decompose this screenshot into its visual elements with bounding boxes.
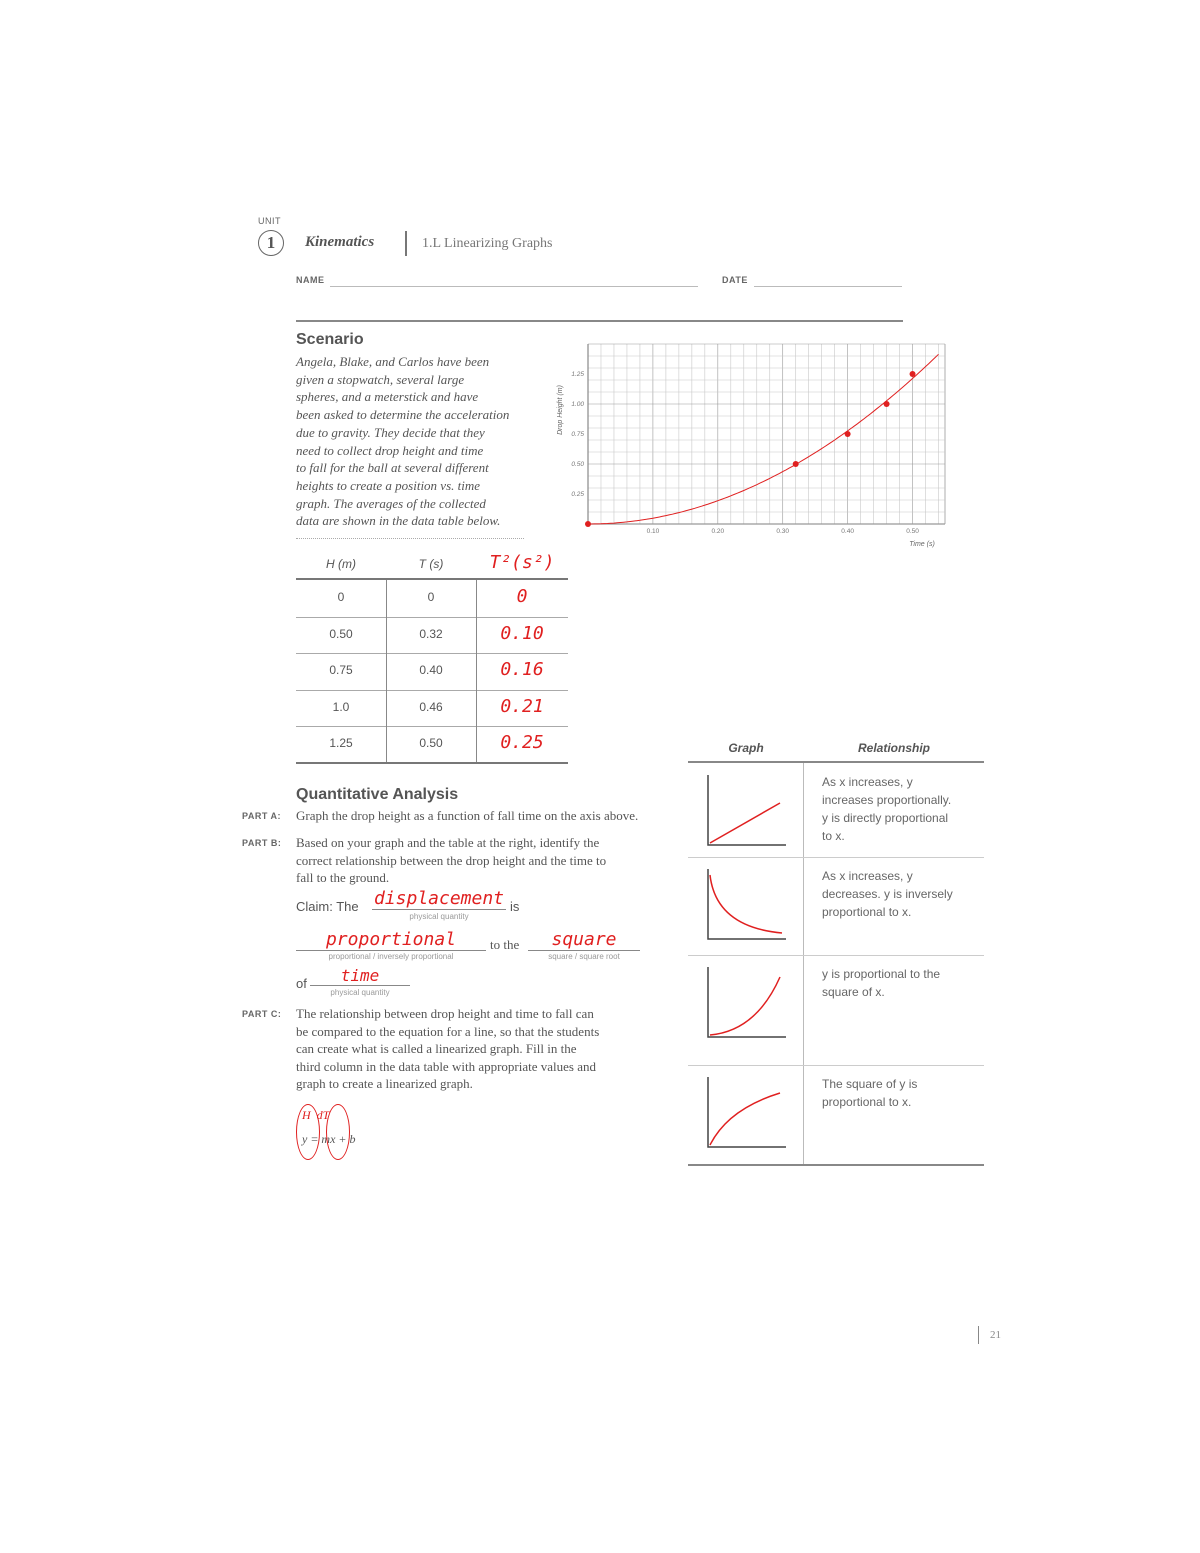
name-field[interactable] (330, 286, 698, 287)
claim-answer-2[interactable]: proportional (296, 929, 486, 951)
table-row-rule (296, 617, 568, 618)
relationship-text (822, 773, 982, 845)
part-a-text: Graph the drop height as a function of fall time on the axis above. (296, 808, 639, 823)
header-divider (405, 231, 407, 256)
relationship-text-line: square of x. (822, 985, 885, 999)
lesson-title: 1.L Linearizing Graphs (422, 236, 553, 251)
part-b-line: correct relationship between the drop height and the time to (296, 852, 607, 868)
table-row-rule (296, 653, 568, 654)
mini-axes (708, 967, 786, 1037)
relationship-graph-inverse (704, 867, 794, 947)
y-axis-label: Drop Height (m) (557, 385, 564, 435)
table-cell-t: 0.40 (419, 663, 443, 677)
unit-label: UNIT (258, 216, 281, 226)
chart-grid (588, 344, 945, 524)
table-cell-t-squared[interactable]: 0.10 (500, 622, 544, 644)
data-point (793, 461, 799, 467)
scenario-line: need to collect drop height and time (296, 442, 484, 458)
x-tick-label: 0.10 (646, 528, 660, 535)
table-cell-h: 0.50 (329, 626, 353, 641)
table-header-h: H (m) (326, 557, 356, 571)
relationship-text-line: increases proportionally. (822, 793, 952, 807)
scenario-line: been asked to determine the acceleration (296, 407, 510, 423)
part-b-text (296, 834, 676, 887)
claim-to-the: to the (490, 937, 520, 952)
page-number: 21 (990, 1329, 1001, 1341)
part-c-text (296, 1005, 676, 1093)
relationship-bottom-rule (688, 1164, 984, 1166)
mini-curve (710, 977, 780, 1035)
relationship-text (822, 1075, 982, 1111)
relationship-row-rule (688, 857, 984, 858)
part-b-line: fall to the ground. (296, 870, 390, 885)
equation-bottom: y = mx + b (302, 1132, 356, 1146)
scenario-line: Angela, Blake, and Carlos have been (296, 354, 490, 369)
claim-answer-4[interactable]: time (310, 966, 410, 986)
data-table (296, 552, 568, 764)
circle-y-annotation (296, 1104, 320, 1160)
relationship-text (822, 965, 982, 1001)
x-tick-label: 0.40 (841, 528, 854, 535)
mini-curve (710, 875, 782, 933)
relationship-row-rule (688, 1065, 984, 1066)
x-tick-label: 0.50 (906, 528, 919, 535)
table-cell-h: 0.75 (329, 663, 353, 677)
x-axis-label: Time (s) (909, 541, 935, 548)
data-point (845, 431, 851, 437)
relationship-text-line: y is directly proportional (822, 811, 949, 825)
scenario-line: heights to create a position vs. time (296, 477, 481, 493)
claim-answer-1[interactable]: displacement (373, 888, 505, 909)
relationship-graph-square (704, 965, 794, 1045)
table-col-divider-1 (386, 580, 387, 764)
analysis-title: Quantitative Analysis (296, 786, 459, 803)
claim-answer-3[interactable]: square (528, 929, 640, 951)
section-rule (296, 320, 903, 322)
relationship-text-line: proportional to x. (822, 905, 912, 919)
relationship-text-line: As x increases, y (822, 775, 913, 789)
relationship-col-divider (803, 763, 804, 1165)
mini-axes (708, 775, 786, 845)
scenario-line: data are shown in the data table below. (296, 513, 501, 529)
y-tick-label: 1.00 (571, 401, 584, 408)
table-cell-t: 0.32 (419, 626, 443, 641)
table-row-rule (296, 690, 568, 691)
table-cell-t-squared[interactable]: 0.25 (500, 732, 544, 753)
part-b-line: Based on your graph and the table at the right, identify the (296, 835, 600, 850)
equation-top: H dT (302, 1108, 330, 1122)
relationship-text (822, 867, 982, 921)
data-point (910, 371, 916, 377)
table-cell-t-squared[interactable]: 0 (516, 586, 528, 607)
table-row-rule (296, 726, 568, 727)
y-tick-label: 0.50 (571, 461, 584, 468)
scenario-line: given a stopwatch, several large (296, 371, 465, 387)
date-field[interactable] (754, 286, 902, 287)
part-c-line: be compared to the equation for a line, so that the students (296, 1023, 600, 1039)
equation-block (296, 1104, 376, 1160)
table-header-t: T (s) (418, 557, 444, 571)
data-points (585, 371, 916, 527)
relationship-header-relationship: Relationship (857, 741, 930, 755)
mini-axes (708, 1077, 786, 1147)
table-cell-t: 0 (427, 590, 435, 604)
relationship-graph-sqrt (704, 1075, 794, 1155)
data-point (585, 521, 591, 527)
unit-number-badge (258, 230, 284, 256)
part-b-label: PART B: (242, 838, 282, 848)
table-cell-t: 0.50 (419, 736, 443, 750)
relationship-text-line: proportional to x. (822, 1095, 912, 1109)
part-c-line: third column in the data table with appropriate values and (296, 1058, 596, 1074)
table-col-divider-2 (476, 580, 477, 764)
y-tick-label: 0.25 (571, 491, 584, 498)
relationship-text-line: y is proportional to the (822, 967, 941, 981)
relationship-text-line: The square of y is (822, 1077, 918, 1091)
data-point (884, 401, 890, 407)
part-c-line: can create what is called a linearized graph. Fill in the (296, 1041, 577, 1056)
scenario-line: spheres, and a meterstick and have (296, 389, 479, 405)
claim-hint-1: physical quantity (409, 912, 469, 921)
unit-number: 1 (266, 233, 276, 252)
scenario-line: due to gravity. They decide that they (296, 424, 485, 440)
scenario-dotted-rule (296, 538, 524, 539)
table-cell-t-squared[interactable]: 0.16 (500, 659, 544, 680)
table-cell-h: 1.0 (332, 699, 350, 714)
relationship-text-line: decreases. y is inversely (822, 887, 953, 901)
part-a-label: PART A: (242, 811, 281, 821)
drop-height-chart[interactable] (550, 340, 950, 550)
scenario-text (296, 353, 536, 530)
x-tick-label: 0.20 (711, 528, 725, 535)
footer-divider (978, 1326, 979, 1344)
relationship-row-rule (688, 955, 984, 956)
relationship-graph-linear (704, 773, 794, 853)
relationship-table (688, 740, 984, 1168)
claim-hint-2: proportional / inversely proportional (328, 952, 454, 961)
relationship-text-line: As x increases, y (822, 869, 913, 883)
part-c-line: The relationship between drop height and time to fall can (296, 1006, 594, 1021)
claim-is: is (510, 899, 520, 914)
name-label: NAME (296, 275, 325, 285)
claim-hint-3: square / square root (548, 952, 620, 961)
table-cell-t: 0.46 (419, 699, 443, 714)
x-tick-labels (647, 528, 920, 535)
claim-of: of (296, 976, 307, 991)
claim-hint-4: physical quantity (330, 988, 390, 997)
relationship-header-graph: Graph (728, 741, 764, 755)
y-tick-labels (571, 371, 584, 498)
table-cell-t-squared[interactable]: 0.21 (500, 695, 544, 717)
scenario-line: to fall for the ball at several different (296, 460, 489, 476)
table-bottom-rule (296, 762, 568, 764)
table-cell-h: 0 (337, 590, 345, 604)
table-header-t-squared: T²(s²) (489, 552, 555, 573)
unit-title: Kinematics (305, 234, 375, 250)
y-tick-label: 1.25 (571, 371, 584, 378)
relationship-header-rule (688, 761, 984, 763)
table-cell-h: 1.25 (329, 736, 353, 750)
date-label: DATE (722, 275, 748, 285)
x-tick-label: 0.30 (776, 528, 790, 535)
relationship-text-line: to x. (822, 829, 845, 843)
scenario-line: graph. The averages of the collected (296, 495, 486, 511)
circle-x-annotation (326, 1104, 350, 1160)
claim-prefix: Claim: The (296, 899, 359, 914)
scenario-title: Scenario (296, 331, 364, 348)
y-tick-label: 0.75 (571, 431, 584, 438)
mini-curve (710, 1093, 780, 1145)
part-c-line: graph to create a linearized graph. (296, 1076, 473, 1091)
part-c-label: PART C: (242, 1009, 282, 1019)
mini-curve (710, 803, 780, 843)
table-header-rule (296, 578, 568, 580)
